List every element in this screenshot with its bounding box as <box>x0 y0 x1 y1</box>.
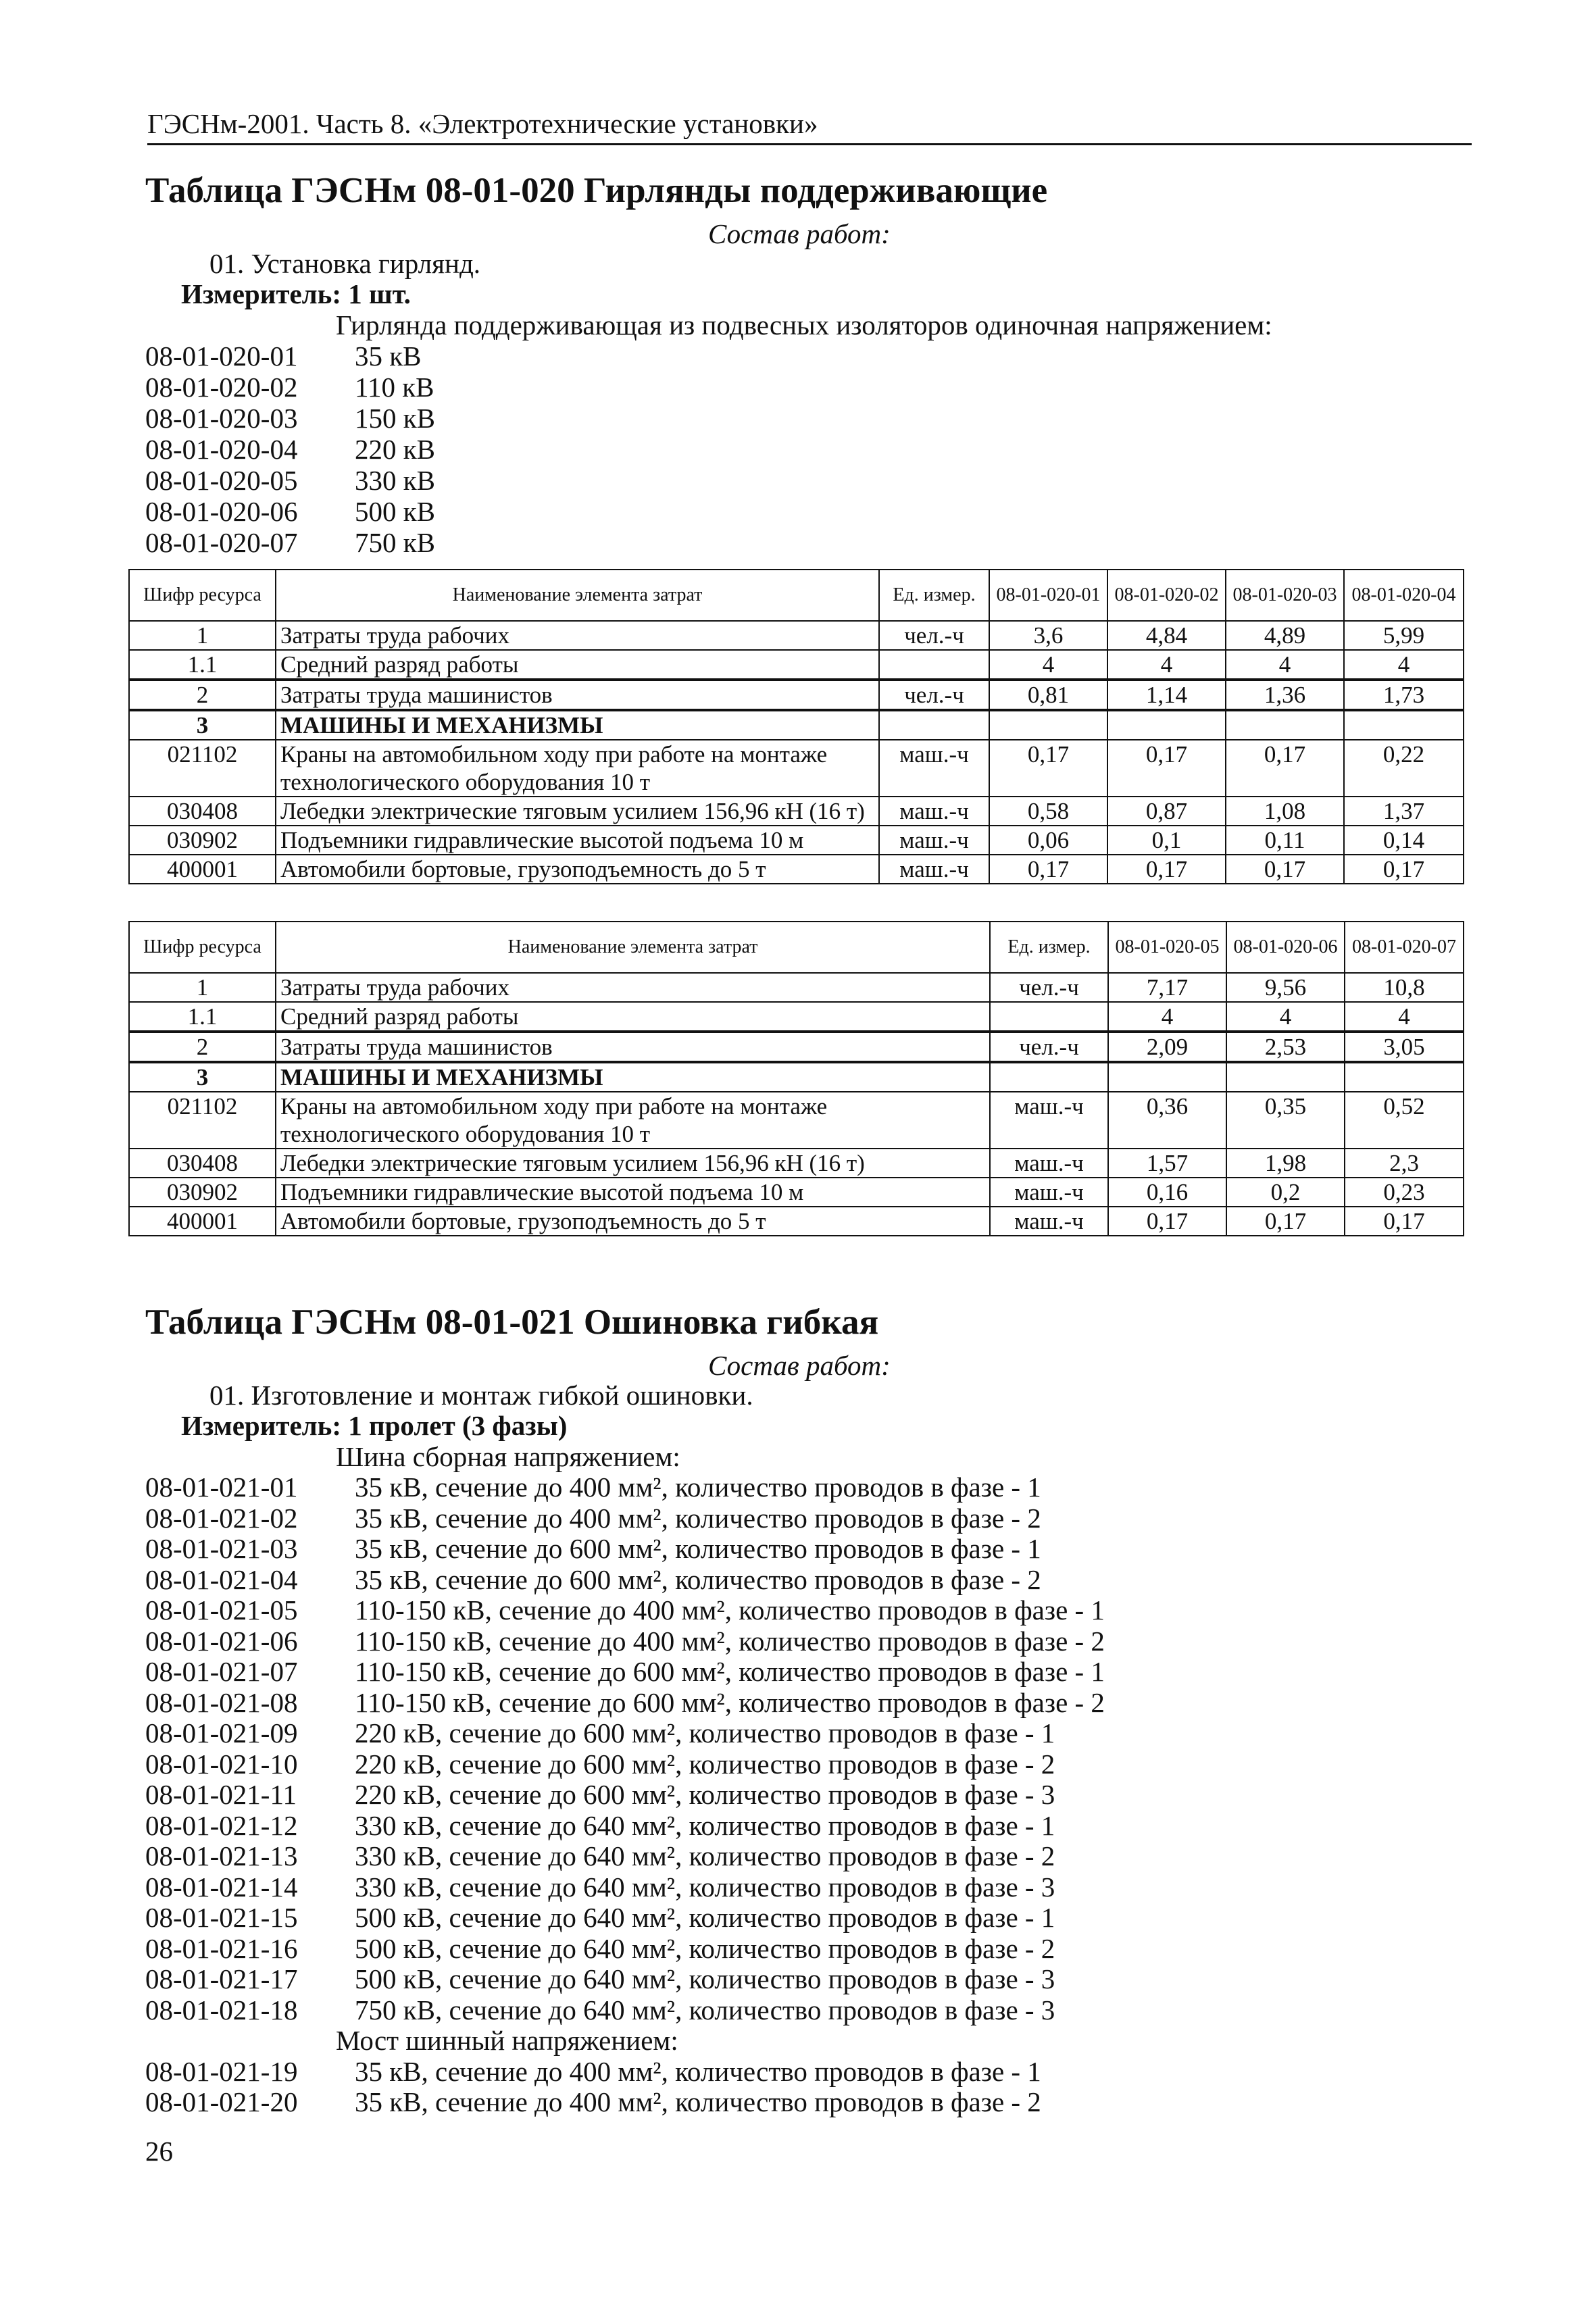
section2-intro: Шина сборная напряжением: <box>336 1441 680 1472</box>
item-text: 500 кВ, сечение до 640 мм², количество проводов в фазе - 3 <box>355 1963 1055 1994</box>
list-item <box>145 465 1429 496</box>
item-text: 220 кВ, сечение до 600 мм², количество проводов в фазе - 1 <box>355 1717 1055 1749</box>
item-text: 35 кВ, сечение до 600 мм², количество проводов в фазе - 2 <box>355 1563 1041 1595</box>
item-text: 330 кВ, сечение до 640 мм², количество проводов в фазе - 3 <box>355 1871 1055 1903</box>
table-cell: 0,17 <box>1226 855 1344 884</box>
table-cell: 0,16 <box>1108 1178 1226 1207</box>
section2-intro2: Мост шинный напряжением: <box>336 2025 678 2056</box>
item-text: 500 кВ <box>355 496 436 527</box>
item-code: 08-01-021-12 <box>145 1809 298 1841</box>
table-cell: 0,17 <box>1107 740 1226 797</box>
list-item <box>145 1995 1429 2026</box>
table-cell: Лебедки электрические тяговым усилием 156,96 кН (16 т) <box>276 797 879 826</box>
item-code: 08-01-021-20 <box>145 2086 298 2117</box>
table-cell: 0,17 <box>1108 1207 1226 1236</box>
table-cell: маш.-ч <box>990 1092 1108 1149</box>
item-code: 08-01-021-17 <box>145 1963 298 1994</box>
list-item <box>145 1503 1429 1534</box>
table-cell: 030408 <box>129 797 276 826</box>
table-cell: 4 <box>1344 650 1464 680</box>
table-cell: 4 <box>1226 1002 1345 1032</box>
column-header: 08-01-020-07 <box>1345 922 1464 973</box>
section1-unit: Измеритель: 1 шт. <box>181 278 411 309</box>
table-cell: маш.-ч <box>879 826 989 855</box>
table-cell: 2 <box>129 1032 276 1062</box>
table-row <box>129 973 1464 1002</box>
item-code: 08-01-021-08 <box>145 1686 298 1718</box>
column-header: 08-01-020-06 <box>1226 922 1345 973</box>
table-cell: 1,73 <box>1344 680 1464 710</box>
table-cell: Средний разряд работы <box>276 1002 990 1032</box>
item-text: 500 кВ, сечение до 640 мм², количество проводов в фазе - 1 <box>355 1902 1055 1933</box>
item-text: 35 кВ, сечение до 600 мм², количество проводов в фазе - 1 <box>355 1533 1041 1564</box>
list-item <box>145 496 1429 527</box>
section1-title: Таблица ГЭСНм 08-01-020 Гирлянды поддерживающие <box>145 171 1048 210</box>
running-header: ГЭСНм-2001. Часть 8. «Электротехнические установки» <box>147 107 1472 145</box>
table-cell <box>989 710 1107 740</box>
section1-work: 01. Установка гирлянд. <box>209 248 481 279</box>
table-cell: 0,14 <box>1344 826 1464 855</box>
item-text: 750 кВ, сечение до 640 мм², количество проводов в фазе - 3 <box>355 1994 1055 2026</box>
table-cell: 3 <box>129 710 276 740</box>
table-cell: 0,17 <box>989 855 1107 884</box>
item-code: 08-01-021-03 <box>145 1533 298 1564</box>
section2-work: 01. Изготовление и монтаж гибкой ошиновки. <box>209 1380 753 1411</box>
list-item <box>145 1780 1429 1811</box>
item-text: 35 кВ, сечение до 400 мм², количество проводов в фазе - 1 <box>355 1472 1041 1503</box>
table-cell: 0,17 <box>989 740 1107 797</box>
table-cell: 4,84 <box>1107 621 1226 650</box>
item-text: 330 кВ <box>355 465 436 496</box>
table-row <box>129 1032 1464 1062</box>
table-cell: 1,98 <box>1226 1149 1345 1178</box>
item-text: 110-150 кВ, сечение до 600 мм², количество проводов в фазе - 2 <box>355 1686 1105 1718</box>
table-cell: маш.-ч <box>879 740 989 797</box>
table-cell: 0,17 <box>1226 1207 1345 1236</box>
table-row <box>129 1092 1464 1149</box>
table-cell: Подъемники гидравлические высотой подъема 10 м <box>276 1178 990 1207</box>
item-text: 150 кВ <box>355 403 436 434</box>
item-text: 110-150 кВ, сечение до 600 мм², количество проводов в фазе - 1 <box>355 1656 1105 1687</box>
table-cell: маш.-ч <box>990 1178 1108 1207</box>
table-cell: 1.1 <box>129 650 276 680</box>
item-text: 35 кВ, сечение до 400 мм², количество проводов в фазе - 2 <box>355 2086 1041 2117</box>
section1-item-list <box>145 341 1429 558</box>
table-row <box>129 710 1464 740</box>
table-row <box>129 621 1464 650</box>
table-cell: 0,2 <box>1226 1178 1345 1207</box>
table-cell: 030902 <box>129 826 276 855</box>
table-header-row <box>129 570 1464 621</box>
table-cell: 0,36 <box>1108 1092 1226 1149</box>
table-cell: 4 <box>1107 650 1226 680</box>
table-cell: чел.-ч <box>990 1032 1108 1062</box>
table-row <box>129 1002 1464 1032</box>
section2-title: Таблица ГЭСНм 08-01-021 Ошиновка гибкая <box>145 1303 879 1342</box>
table-cell: Средний разряд работы <box>276 650 879 680</box>
item-text: 330 кВ, сечение до 640 мм², количество проводов в фазе - 1 <box>355 1809 1055 1841</box>
column-header: Наименование элемента затрат <box>276 922 990 973</box>
table-cell: Затраты труда рабочих <box>276 621 879 650</box>
table-cell: 0,11 <box>1226 826 1344 855</box>
item-code: 08-01-021-04 <box>145 1563 298 1595</box>
table-cell: 0,1 <box>1107 826 1226 855</box>
table-cell: маш.-ч <box>990 1149 1108 1178</box>
table-cell: 4 <box>1108 1002 1226 1032</box>
table-cell: 1.1 <box>129 1002 276 1032</box>
table-row <box>129 680 1464 710</box>
table-cell: 5,99 <box>1344 621 1464 650</box>
table-cell: 2,53 <box>1226 1032 1345 1062</box>
table-cell: 1 <box>129 621 276 650</box>
item-text: 35 кВ <box>355 341 422 372</box>
item-text: 110-150 кВ, сечение до 400 мм², количество проводов в фазе - 2 <box>355 1625 1105 1657</box>
list-item <box>145 403 1429 434</box>
item-text: 220 кВ <box>355 434 436 465</box>
table-cell: чел.-ч <box>879 621 989 650</box>
table-cell: 0,35 <box>1226 1092 1345 1149</box>
column-header: 08-01-020-01 <box>989 570 1107 621</box>
table-cell: 400001 <box>129 855 276 884</box>
list-item <box>145 1841 1429 1872</box>
item-code: 08-01-021-02 <box>145 1502 298 1534</box>
item-code: 08-01-021-09 <box>145 1717 298 1749</box>
list-item <box>145 1811 1429 1842</box>
table-cell: 3,05 <box>1345 1032 1464 1062</box>
item-text: 220 кВ, сечение до 600 мм², количество проводов в фазе - 3 <box>355 1779 1055 1810</box>
table-cell <box>1344 710 1464 740</box>
table-cell: 021102 <box>129 1092 276 1149</box>
list-item <box>145 372 1429 403</box>
list-item <box>145 1472 1429 1503</box>
table-cell: 030408 <box>129 1149 276 1178</box>
table-cell: 1 <box>129 973 276 1002</box>
table-cell: 0,17 <box>1344 855 1464 884</box>
column-header: Ед. измер. <box>990 922 1108 973</box>
table-cell: Краны на автомобильном ходу при работе на монтаже технологического оборудования 10 т <box>276 740 879 797</box>
table-cell: 030902 <box>129 1178 276 1207</box>
table-cell: Автомобили бортовые, грузоподъемность до 5 т <box>276 1207 990 1236</box>
table-cell: 2,3 <box>1345 1149 1464 1178</box>
table-cell: Автомобили бортовые, грузоподъемность до 5 т <box>276 855 879 884</box>
table-cell: 1,37 <box>1344 797 1464 826</box>
table-cell: Подъемники гидравлические высотой подъема 10 м <box>276 826 879 855</box>
item-code: 08-01-020-04 <box>145 434 298 465</box>
table-cell: МАШИНЫ И МЕХАНИЗМЫ <box>276 710 879 740</box>
table-cell: 1,14 <box>1107 680 1226 710</box>
table-cell: 2 <box>129 680 276 710</box>
table-row <box>129 1062 1464 1092</box>
table-cell: Затраты труда машинистов <box>276 680 879 710</box>
table-cell: Лебедки электрические тяговым усилием 156,96 кН (16 т) <box>276 1149 990 1178</box>
table-cell: 021102 <box>129 740 276 797</box>
table-cell: МАШИНЫ И МЕХАНИЗМЫ <box>276 1062 990 1092</box>
item-code: 08-01-021-19 <box>145 2055 298 2087</box>
item-code: 08-01-021-05 <box>145 1594 298 1626</box>
table-cell <box>879 710 989 740</box>
section1-composition-label: Состав работ: <box>708 218 891 249</box>
table-cell <box>879 650 989 680</box>
table-cell: маш.-ч <box>879 855 989 884</box>
column-header: Шифр ресурса <box>129 922 276 973</box>
list-item <box>145 1626 1429 1657</box>
item-code: 08-01-021-14 <box>145 1871 298 1903</box>
table-cell: 0,17 <box>1345 1207 1464 1236</box>
table-row <box>129 1178 1464 1207</box>
list-item <box>145 2057 1429 2088</box>
list-item <box>145 1934 1429 1965</box>
table-cell: 4 <box>1345 1002 1464 1032</box>
item-code: 08-01-021-07 <box>145 1656 298 1687</box>
table-row <box>129 826 1464 855</box>
column-header: 08-01-020-05 <box>1108 922 1226 973</box>
item-text: 110-150 кВ, сечение до 400 мм², количество проводов в фазе - 1 <box>355 1594 1105 1626</box>
table-cell: 1,08 <box>1226 797 1344 826</box>
table-cell: 0,58 <box>989 797 1107 826</box>
table-row <box>129 1149 1464 1178</box>
table-cell <box>1345 1062 1464 1092</box>
item-code: 08-01-021-06 <box>145 1625 298 1657</box>
table-cell: 0,22 <box>1344 740 1464 797</box>
table-cell: Затраты труда машинистов <box>276 1032 990 1062</box>
table-cell: 0,81 <box>989 680 1107 710</box>
table-cell: Краны на автомобильном ходу при работе на монтаже технологического оборудования 10 т <box>276 1092 990 1149</box>
table-cell <box>1226 710 1344 740</box>
table-cell: маш.-ч <box>879 797 989 826</box>
table-header-row <box>129 922 1464 973</box>
column-header: 08-01-020-02 <box>1107 570 1226 621</box>
item-text: 330 кВ, сечение до 640 мм², количество проводов в фазе - 2 <box>355 1840 1055 1871</box>
table-cell: 9,56 <box>1226 973 1345 1002</box>
item-code: 08-01-021-10 <box>145 1748 298 1780</box>
item-code: 08-01-020-05 <box>145 465 298 496</box>
item-text: 750 кВ <box>355 527 436 558</box>
item-text: 110 кВ <box>355 372 434 403</box>
list-item <box>145 1565 1429 1596</box>
item-code: 08-01-021-11 <box>145 1779 297 1810</box>
table-cell: 0,06 <box>989 826 1107 855</box>
list-item <box>145 1688 1429 1719</box>
list-item <box>145 1903 1429 1934</box>
table-cell: чел.-ч <box>990 973 1108 1002</box>
item-code: 08-01-021-16 <box>145 1932 298 1964</box>
table-cell: маш.-ч <box>990 1207 1108 1236</box>
list-item <box>145 1872 1429 1903</box>
table-cell: 10,8 <box>1345 973 1464 1002</box>
table-cell: 0,87 <box>1107 797 1226 826</box>
item-text: 35 кВ, сечение до 400 мм², количество проводов в фазе - 2 <box>355 1502 1041 1534</box>
item-text: 35 кВ, сечение до 400 мм², количество проводов в фазе - 1 <box>355 2055 1041 2087</box>
section2-intro2-row <box>145 2026 1429 2057</box>
table-cell: 4 <box>1226 650 1344 680</box>
table-cell: 1,57 <box>1108 1149 1226 1178</box>
list-item <box>145 434 1429 465</box>
table-row <box>129 855 1464 884</box>
list-item <box>145 1718 1429 1749</box>
table-cell <box>1226 1062 1345 1092</box>
item-code: 08-01-020-03 <box>145 403 298 434</box>
list-item <box>145 1964 1429 1995</box>
table-row <box>129 1207 1464 1236</box>
item-code: 08-01-021-15 <box>145 1902 298 1933</box>
item-code: 08-01-021-18 <box>145 1994 298 2026</box>
table-cell <box>990 1062 1108 1092</box>
column-header: 08-01-020-04 <box>1344 570 1464 621</box>
list-item <box>145 2087 1429 2118</box>
table-row <box>129 797 1464 826</box>
table-cell: 0,17 <box>1107 855 1226 884</box>
resource-table-2 <box>128 921 1464 1236</box>
table-cell: 7,17 <box>1108 973 1226 1002</box>
table-cell: 4,89 <box>1226 621 1344 650</box>
section2-unit: Измеритель: 1 пролет (3 фазы) <box>181 1410 568 1441</box>
item-text: 220 кВ, сечение до 600 мм², количество проводов в фазе - 2 <box>355 1748 1055 1780</box>
table-cell: 0,17 <box>1226 740 1344 797</box>
table-cell: Затраты труда рабочих <box>276 973 990 1002</box>
resource-table-1 <box>128 569 1464 884</box>
table-cell: 400001 <box>129 1207 276 1236</box>
table-cell <box>1108 1062 1226 1092</box>
list-item <box>145 1657 1429 1688</box>
table-row <box>129 740 1464 797</box>
list-item <box>145 527 1429 558</box>
table-cell: 4 <box>989 650 1107 680</box>
column-header: 08-01-020-03 <box>1226 570 1344 621</box>
table-row <box>129 650 1464 680</box>
item-code: 08-01-021-13 <box>145 1840 298 1871</box>
list-item <box>145 341 1429 372</box>
section2-composition-label: Состав работ: <box>708 1350 891 1381</box>
list-item <box>145 1595 1429 1626</box>
page-number: 26 <box>145 2136 173 2167</box>
list-item <box>145 1534 1429 1565</box>
table-cell: 2,09 <box>1108 1032 1226 1062</box>
item-code: 08-01-020-06 <box>145 496 298 527</box>
section2-item-list <box>145 1472 1429 2118</box>
table-cell: 0,52 <box>1345 1092 1464 1149</box>
column-header: Ед. измер. <box>879 570 989 621</box>
item-code: 08-01-020-02 <box>145 372 298 403</box>
table-cell: 3 <box>129 1062 276 1092</box>
table-cell: 0,23 <box>1345 1178 1464 1207</box>
item-code: 08-01-020-07 <box>145 527 298 558</box>
item-code: 08-01-020-01 <box>145 341 298 372</box>
table-cell: 1,36 <box>1226 680 1344 710</box>
list-item <box>145 1749 1429 1780</box>
table-cell: 3,6 <box>989 621 1107 650</box>
section1-intro: Гирлянда поддерживающая из подвесных изоляторов одиночная напряжением: <box>336 309 1272 341</box>
column-header: Шифр ресурса <box>129 570 276 621</box>
table-cell <box>1107 710 1226 740</box>
item-text: 500 кВ, сечение до 640 мм², количество проводов в фазе - 2 <box>355 1932 1055 1964</box>
item-code: 08-01-021-01 <box>145 1472 298 1503</box>
table-cell <box>990 1002 1108 1032</box>
column-header: Наименование элемента затрат <box>276 570 879 621</box>
table-cell: чел.-ч <box>879 680 989 710</box>
